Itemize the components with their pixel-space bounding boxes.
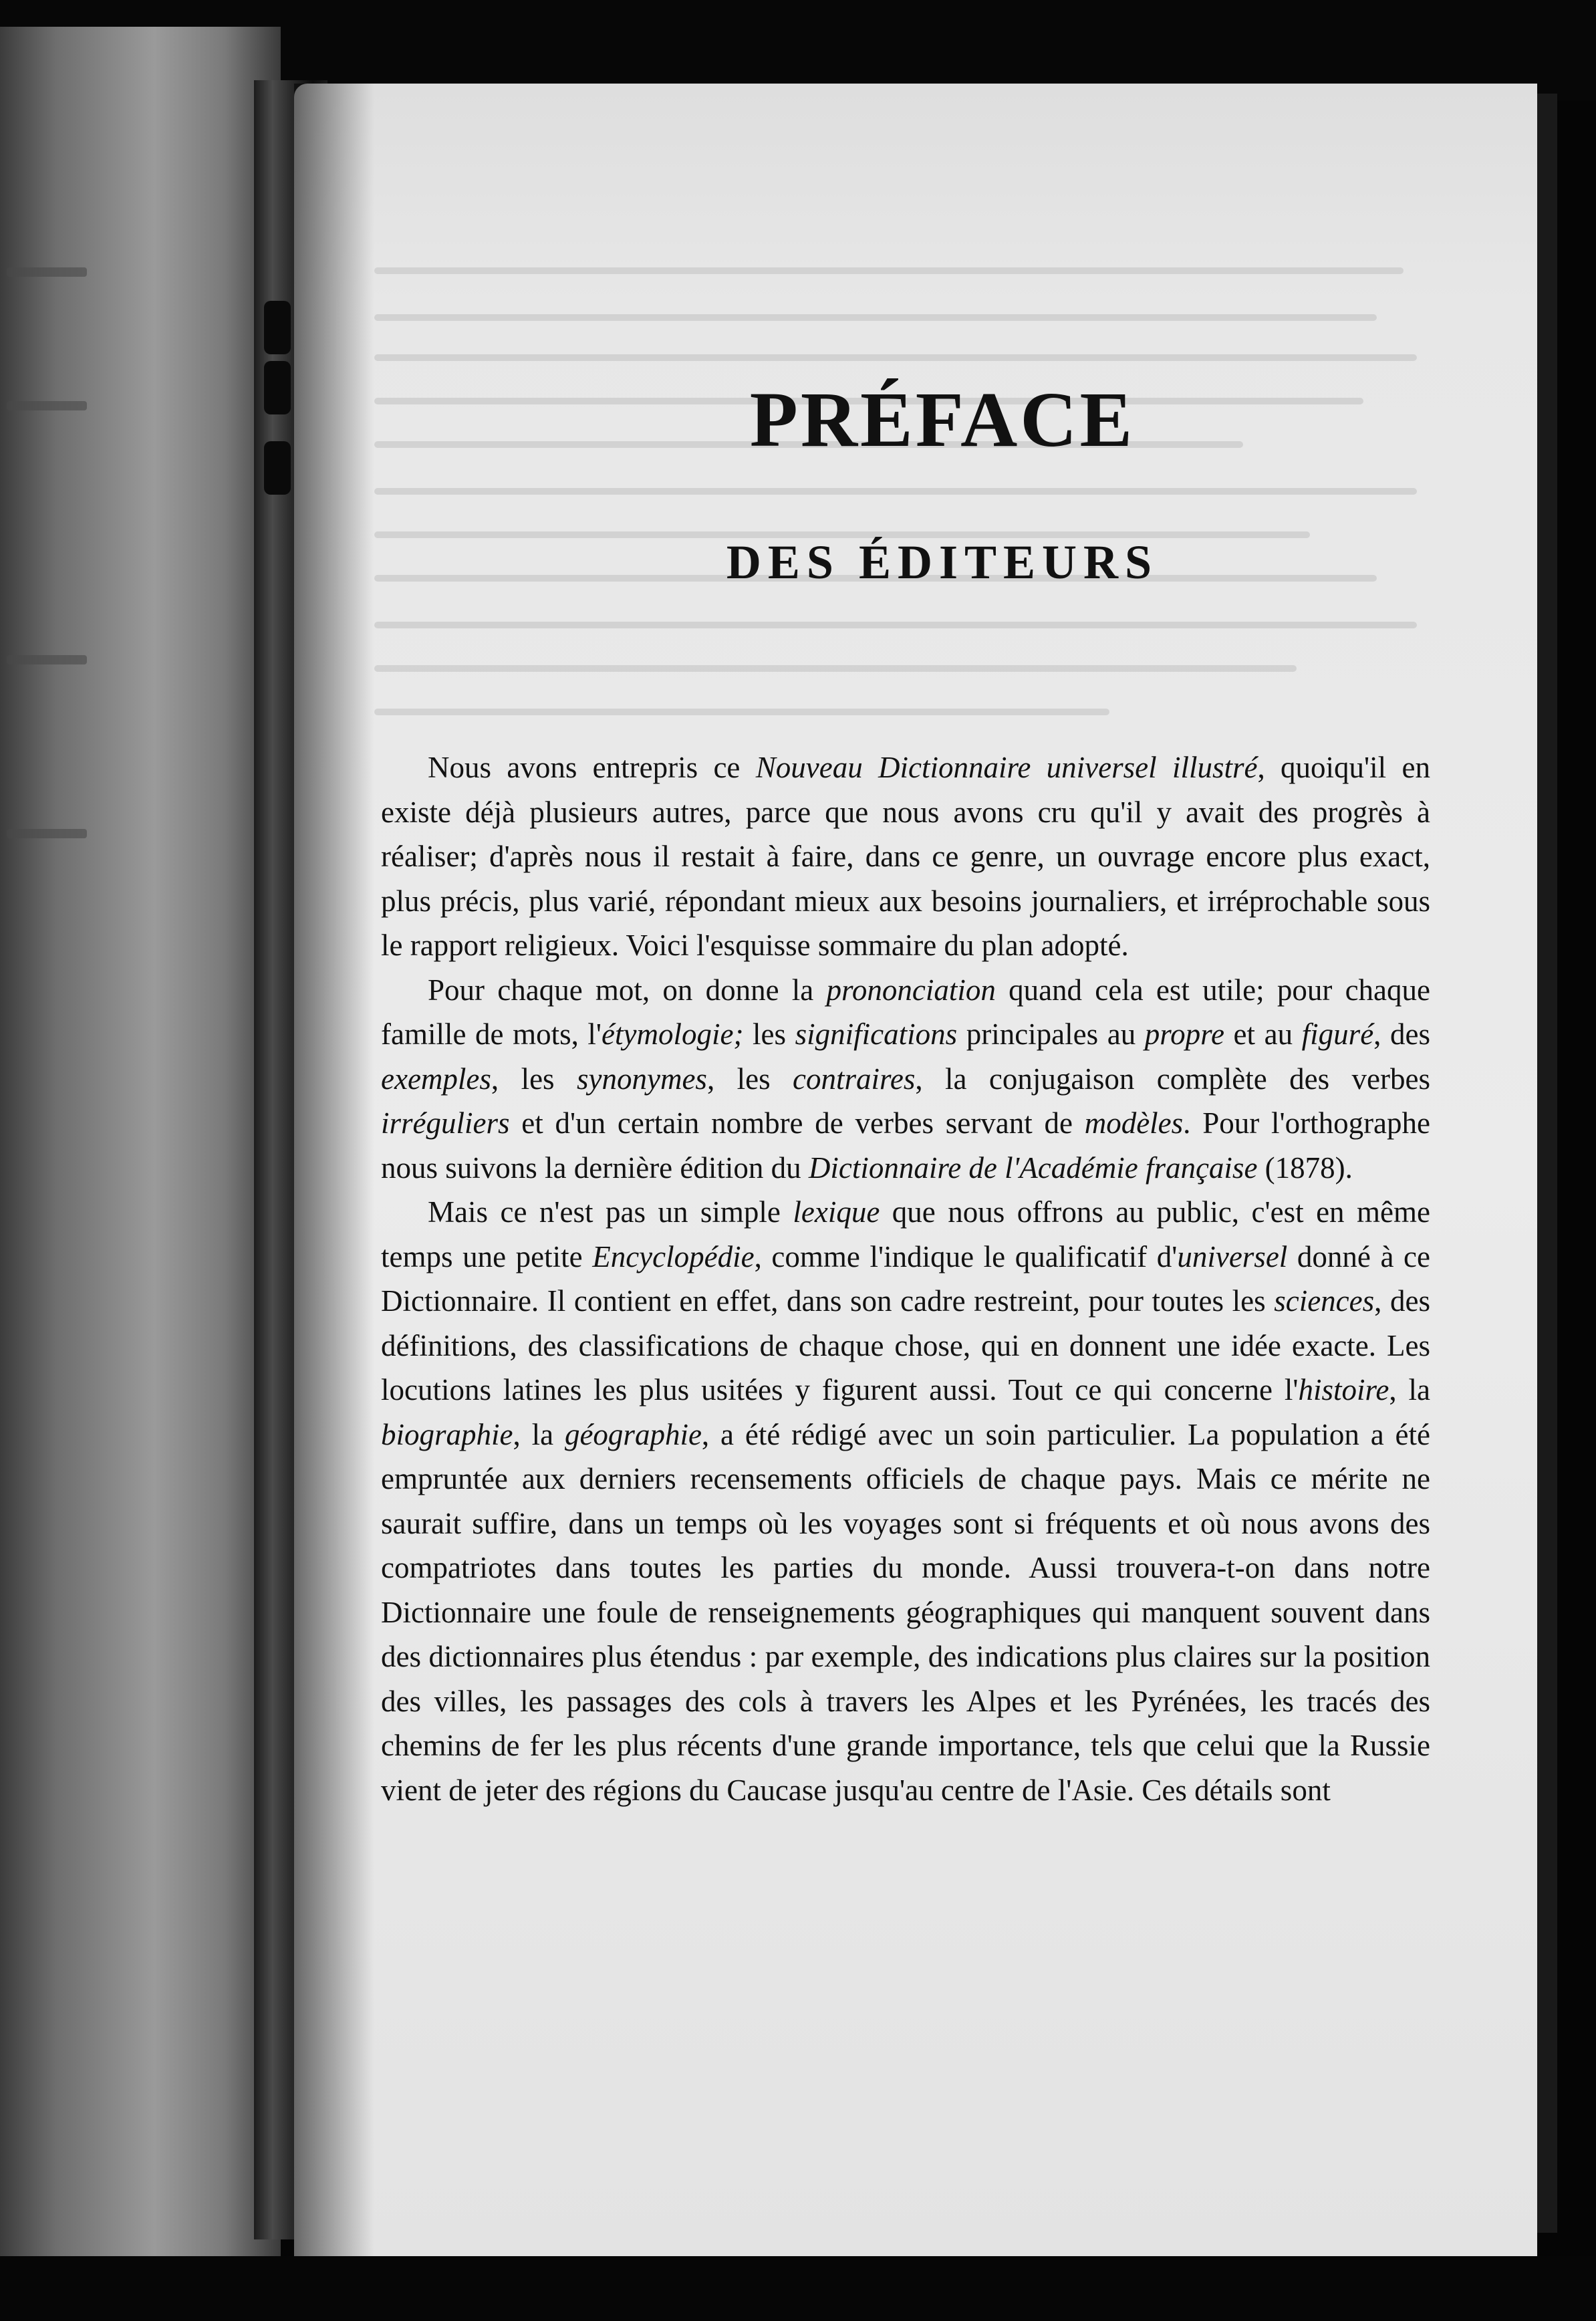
text-run: , les xyxy=(491,1062,577,1096)
text-run: , la xyxy=(1389,1373,1430,1407)
bleed-mark xyxy=(7,267,87,277)
text-run: Pour chaque mot, on donne la xyxy=(428,973,827,1007)
show-through-line xyxy=(374,665,1297,672)
left-facing-page xyxy=(0,27,281,2259)
paragraph xyxy=(381,745,1430,968)
italic-term: étymologie; xyxy=(602,1017,744,1051)
bleed-mark xyxy=(7,655,87,664)
page-subtitle: DES ÉDITEURS xyxy=(726,535,1159,589)
show-through-line xyxy=(374,314,1377,321)
text-run: , quoiqu'il en existe déjà plusieurs autres, parce que nous avons cru qu'il y avait des progrès à réaliser; d'après nous il restait à faire, dans ce genre, un ouvrage encore plus exact, plus précis, plus varié, répondant mieux aux besoins journaliers, et irréprochable sous le rapport religieux. Voici l'esquisse sommaire du plan adopté. xyxy=(381,751,1430,962)
italic-term: Dictionnaire de l'Académie française xyxy=(808,1150,1258,1185)
text-run: , des xyxy=(1373,1017,1430,1051)
text-run: Nous avons entrepris ce xyxy=(428,751,756,784)
spine-notch xyxy=(264,361,291,414)
italic-term: Encyclopédie xyxy=(592,1239,755,1273)
text-run: , a été rédigé avec un soin particulier. La population a été empruntée aux derniers recensements officiels de chaque pays. Mais ce mérite ne saurait suffire, dans un temps où les voyages sont si fréquents et où nous avons des compatriotes dans toutes les parties du monde. Aussi trouvera-t-on dans notre Dictionnaire une foule de renseignements géographiques qui manquent souvent dans des dictionnaires plus étendus : par exemple, des indications plus claires sur la position des villes, les passages des cols à travers les Alpes et les Pyrénées, les tracés des chemins de fer les plus récents d'une grande importance, tels que celui que la Russie vient de jeter des régions du Caucase jusqu'au centre de l'Asie. Ces détails sont xyxy=(381,1417,1430,1807)
paragraph xyxy=(381,968,1430,1191)
italic-term: exemples xyxy=(381,1062,491,1096)
italic-term: figuré xyxy=(1301,1017,1374,1051)
italic-term: Nouveau Dictionnaire universel illustré xyxy=(755,751,1258,784)
spine-notch xyxy=(264,441,291,495)
text-run: et au xyxy=(1224,1017,1302,1051)
italic-term: lexique xyxy=(793,1195,880,1229)
text-run: . Pour l'orthographe nous suivons la dernière édition du xyxy=(381,1106,1430,1185)
show-through-line xyxy=(374,709,1109,715)
italic-term: significations xyxy=(795,1017,958,1051)
text-run: principales au xyxy=(957,1017,1145,1051)
page-title: PRÉFACE xyxy=(749,376,1136,463)
text-run: , comme l'indique le qualificatif d' xyxy=(754,1239,1178,1273)
italic-term: histoire xyxy=(1298,1373,1389,1407)
bleed-mark xyxy=(7,829,87,838)
text-run: Mais ce n'est pas un simple xyxy=(428,1195,793,1229)
italic-term: synonymes xyxy=(576,1062,707,1096)
paragraph xyxy=(381,1190,1430,1812)
italic-term: biographie xyxy=(381,1417,513,1451)
text-run: , les xyxy=(706,1062,793,1096)
preface-body xyxy=(381,745,1430,1812)
text-run: , la xyxy=(513,1417,565,1451)
text-run: (1878). xyxy=(1257,1150,1353,1185)
text-run: les xyxy=(743,1017,795,1051)
italic-term: géographie xyxy=(564,1417,702,1451)
show-through-line xyxy=(374,267,1404,274)
italic-term: propre xyxy=(1144,1017,1224,1051)
bottom-scan-margin xyxy=(0,2256,1596,2321)
bleed-mark xyxy=(7,401,87,410)
italic-term: sciences xyxy=(1274,1284,1375,1318)
show-through-line xyxy=(374,488,1417,495)
text-run: donné à ce Dictionnaire. Il contient en effet, dans son cadre restreint, pour toutes les xyxy=(381,1239,1430,1318)
italic-term: universel xyxy=(1177,1239,1288,1273)
spine-notch xyxy=(264,301,291,354)
text-run: , la conjugaison complète des verbes xyxy=(915,1062,1430,1096)
text-run: , des définitions, des classifications de chaque chose, qui en donnent une idée exacte. Les locutions latines les plus usitées y figurent aussi. Tout ce qui concerne l' xyxy=(381,1284,1430,1407)
show-through-line xyxy=(374,354,1417,361)
show-through-line xyxy=(374,622,1417,628)
text-run: et d'un certain nombre de verbes servant de xyxy=(509,1106,1085,1140)
italic-term: contraires xyxy=(793,1062,916,1096)
text-run: que nous offrons au public, c'est en même temps une petite xyxy=(381,1195,1430,1273)
italic-term: prononciation xyxy=(826,973,996,1007)
text-run: quand cela est utile; pour chaque famille de mots, l' xyxy=(381,973,1430,1051)
italic-term: irréguliers xyxy=(381,1106,510,1140)
italic-term: modèles xyxy=(1084,1106,1184,1140)
